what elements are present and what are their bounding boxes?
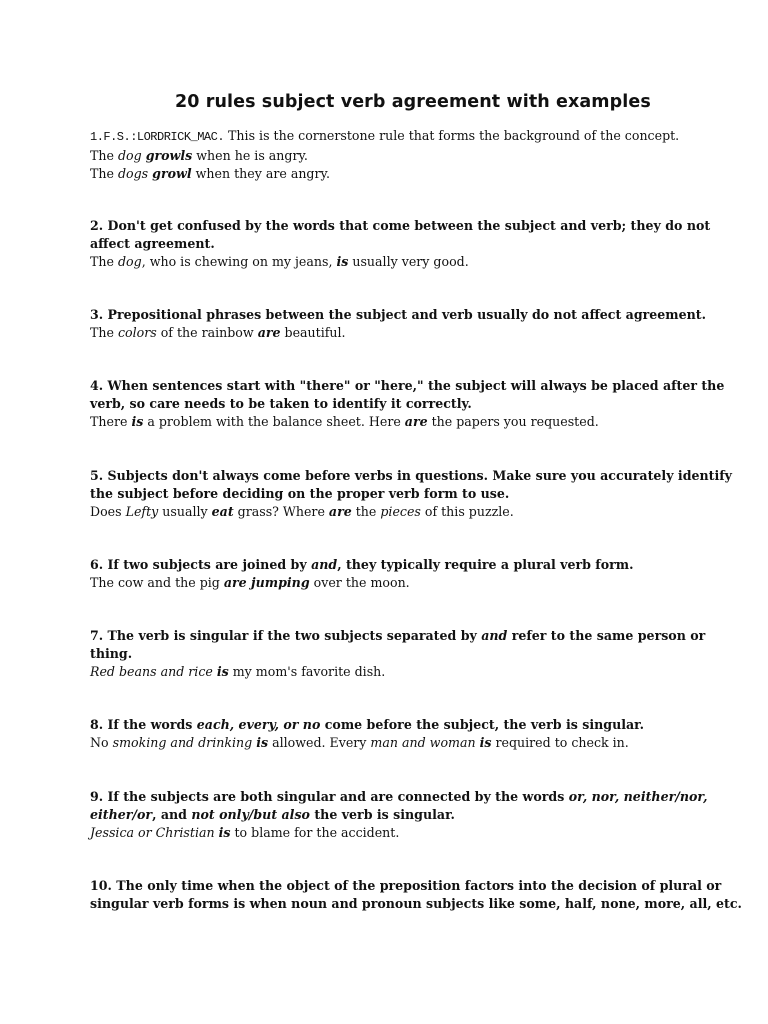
rule-7 — [90, 627, 706, 680]
rule-1-example-1: The dog growls when he is angry. — [90, 147, 308, 163]
rule-9-heading: 9. If the subjects are both singular and are connected by the words or, nor, neither/nor, — [90, 789, 708, 804]
rule-1-text: This is the cornerstone rule that forms the background of the concept. — [224, 128, 680, 143]
rule-5 — [90, 467, 733, 520]
rule-8 — [90, 716, 700, 752]
rule-7-heading: 7. The verb is singular if the two subjects separated by and refer to the same person or — [90, 628, 706, 643]
rule-5-heading: 5. Subjects don't always come before verbs in questions. Make sure you accurately identify — [90, 468, 733, 483]
rule-8-example: No smoking and drinking is allowed. Every man and woman is required to check in. — [90, 734, 629, 750]
rule-10-heading-cont: singular verb forms is when noun and pronoun subjects like some, half, none, more, all, etc. — [90, 895, 742, 911]
rule-5-example: Does Lefty usually eat grass? Where are the pieces of this puzzle. — [90, 503, 514, 519]
rule-2-heading-cont: affect agreement. — [90, 235, 215, 251]
rule-8-heading: 8. If the words each, every, or no come before the subject, the verb is singular. — [90, 717, 645, 732]
rule-6 — [90, 556, 700, 592]
rule-10 — [90, 877, 742, 913]
rule-4-example: There is a problem with the balance sheet. Here are the papers you requested. — [90, 413, 599, 429]
rule-3-heading: 3. Prepositional phrases between the subject and verb usually do not affect agreement. — [90, 307, 706, 322]
rule-2-example: The dog, who is chewing on my jeans, is usually very good. — [90, 253, 469, 269]
rule-9-heading-cont: either/or, and not only/but also the verb is singular. — [90, 806, 455, 822]
rule-2-heading: 2. Don't get confused by the words that come between the subject and verb; they do not — [90, 218, 711, 233]
rule-6-heading: 6. If two subjects are joined by and, they typically require a plural verb form. — [90, 557, 634, 572]
rule-6-example: The cow and the pig are jumping over the moon. — [90, 574, 410, 590]
rule-1-intro: 1.F.S.:LORDRICK_MAC. — [90, 130, 225, 144]
rule-2 — [90, 217, 711, 270]
rule-10-heading: 10. The only time when the object of the preposition factors into the decision of plural or — [90, 878, 722, 893]
rule-3-example: The colors of the rainbow are beautiful. — [90, 324, 346, 340]
rule-7-example: Red beans and rice is my mom's favorite dish. — [90, 663, 386, 679]
rule-5-heading-cont: the subject before deciding on the proper verb form to use. — [90, 485, 510, 501]
rule-9-example: Jessica or Christian is to blame for the accident. — [90, 824, 400, 840]
rule-4 — [90, 377, 725, 430]
rule-1-example-2: The dogs growl when they are angry. — [90, 165, 330, 181]
rule-4-heading-cont: verb, so care needs to be taken to identify it correctly. — [90, 395, 472, 411]
rule-9 — [90, 788, 708, 841]
rule-4-heading: 4. When sentences start with "there" or "here," the subject will always be placed after the — [90, 378, 725, 393]
rule-1 — [90, 127, 700, 182]
rule-3 — [90, 306, 706, 342]
document-title: 20 rules subject verb agreement with examples — [175, 92, 651, 112]
rule-7-heading-cont: thing. — [90, 645, 133, 661]
